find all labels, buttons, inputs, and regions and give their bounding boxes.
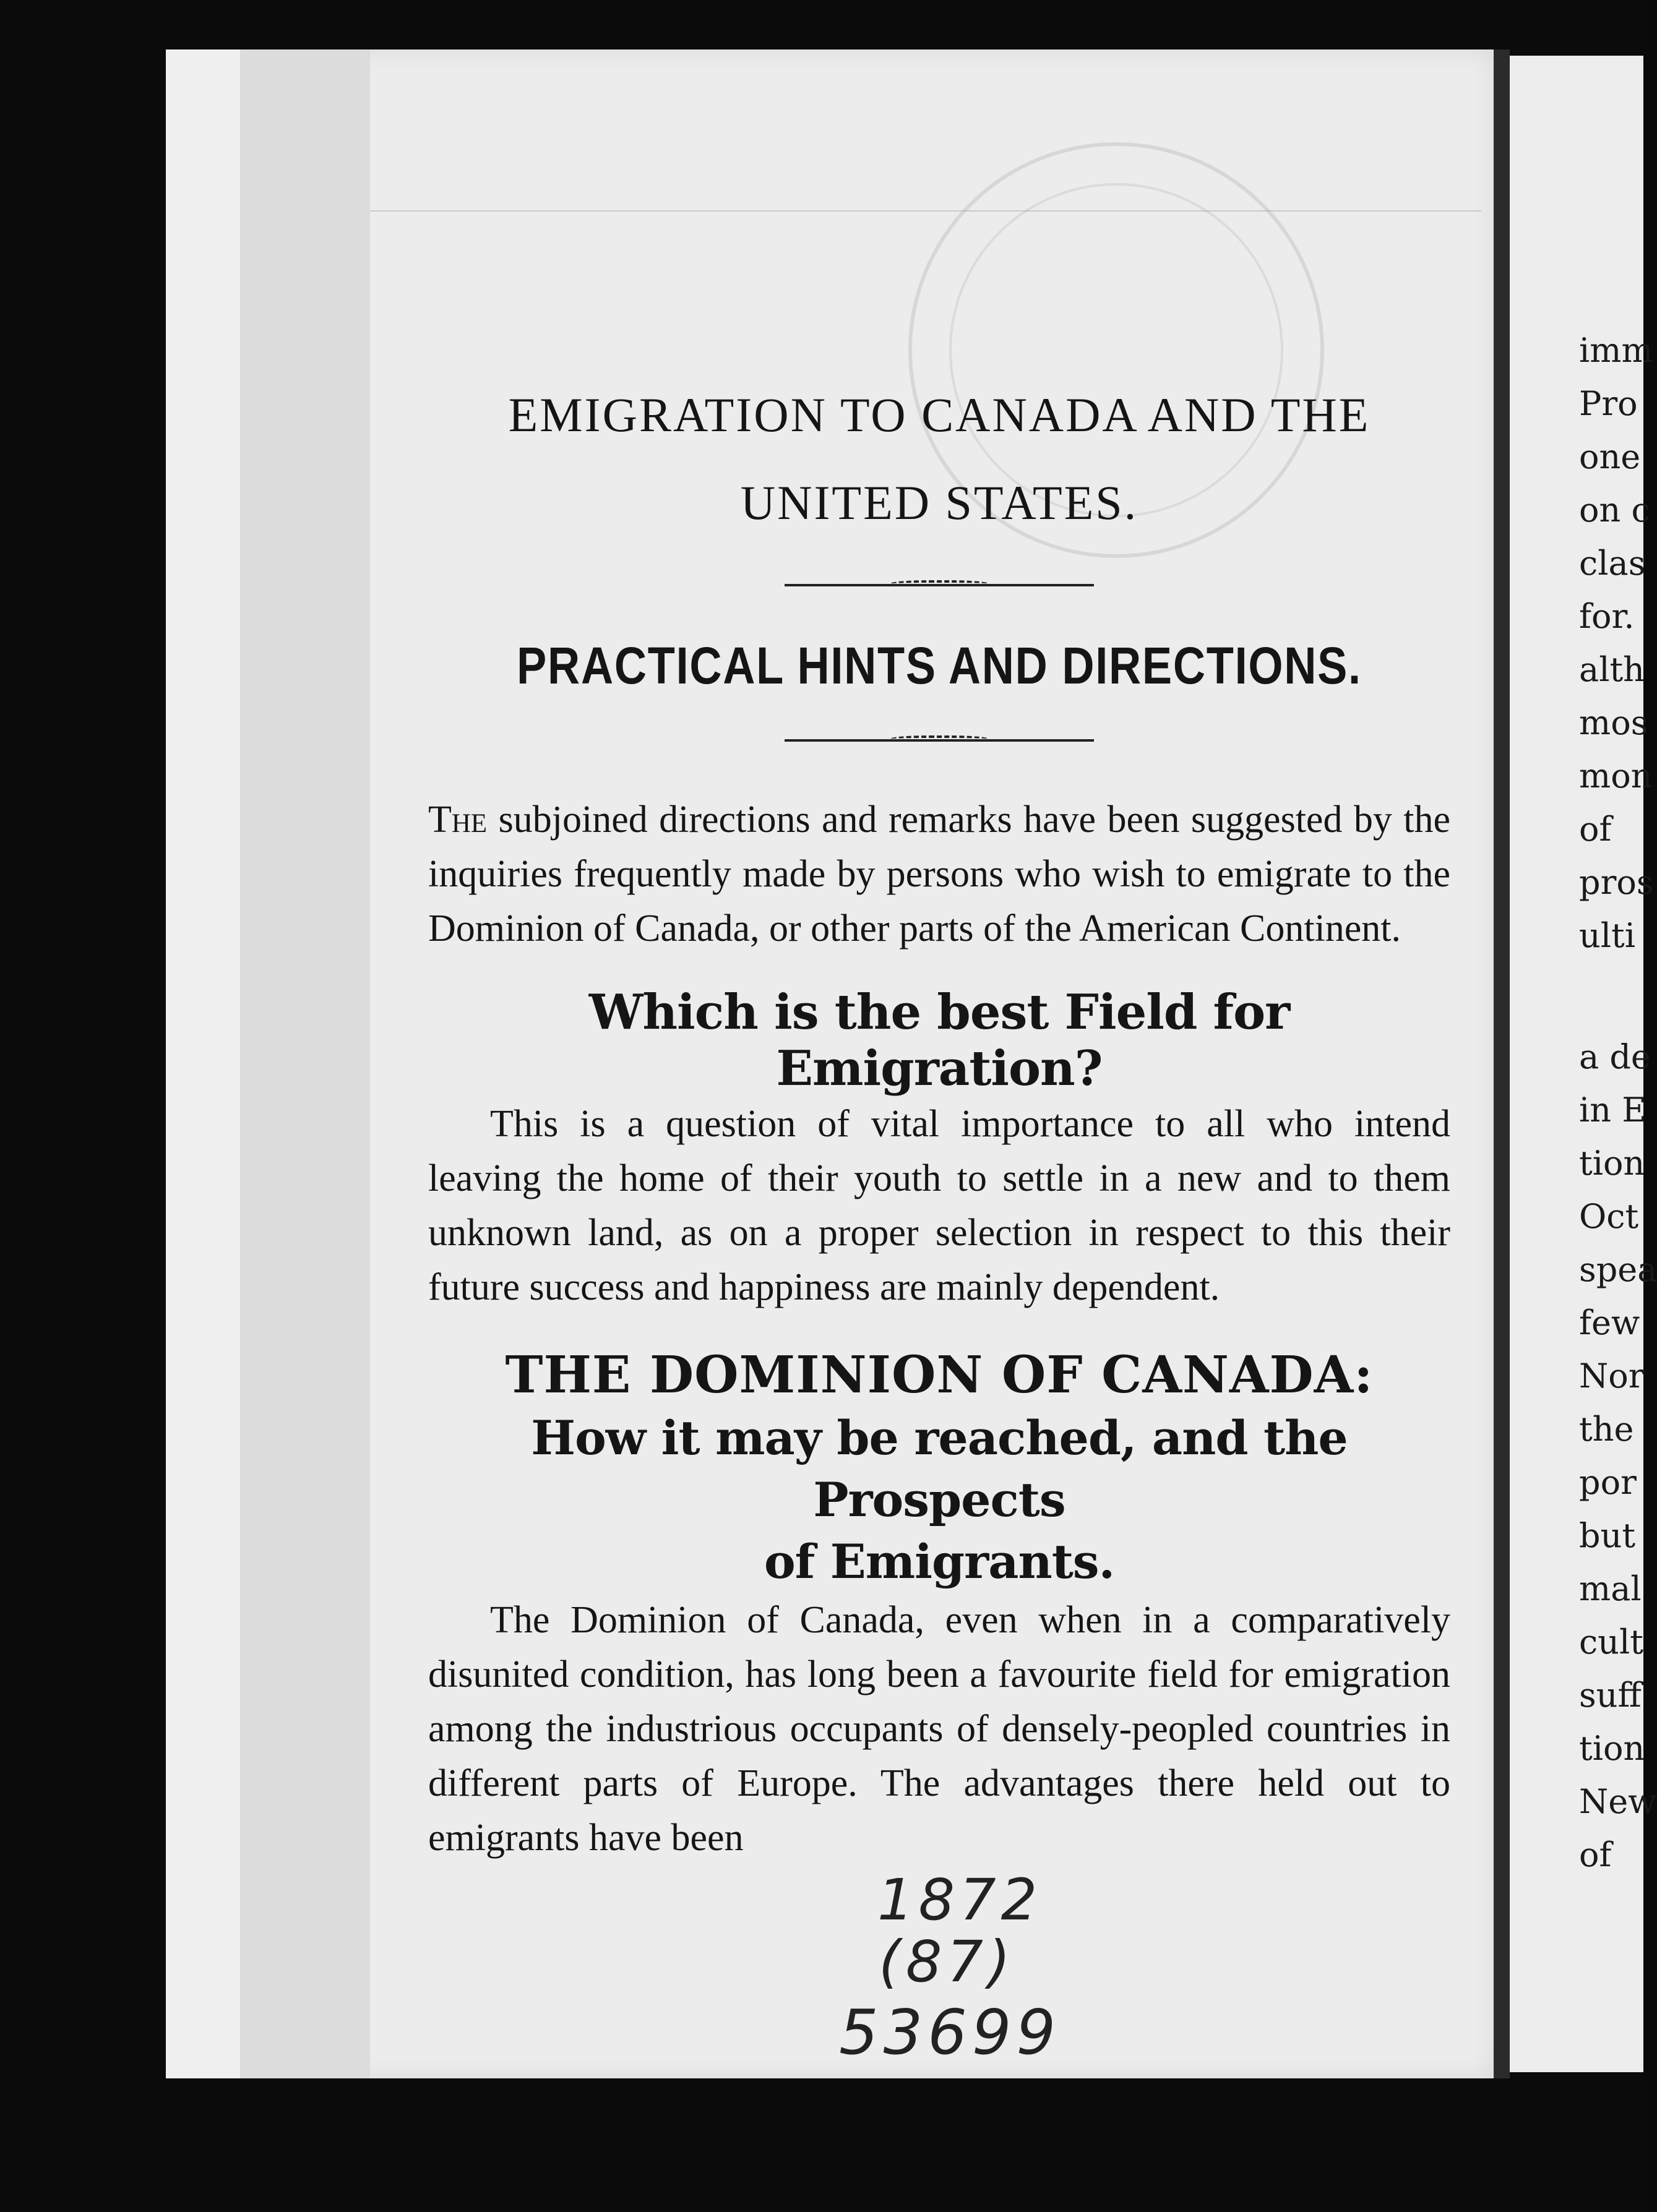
next-page-fragment: por (1579, 1463, 1637, 1502)
intro-text: subjoined directions and remarks have been suggested by the inquiries frequently made by persons who wish to emigrate to the Dominion of Canada, or other parts of the American Continent. (428, 799, 1450, 950)
next-page-fragment: few (1579, 1303, 1640, 1342)
intro-paragraph (428, 792, 1450, 956)
next-page-fragment: Oct (1579, 1197, 1639, 1236)
heading-how-line-2: of Emigrants. (764, 1534, 1115, 1589)
heading-how-line-1: How it may be reached, and the Prospects (531, 1410, 1348, 1527)
next-page-fragment: mon (1579, 757, 1653, 795)
next-page-fragment: suff (1579, 1676, 1642, 1715)
paragraph-dominion: The Dominion of Canada, even when in a comparatively disunited condition, has long been a favourite field for emigration among the industrious occupants of densely-peopled countries in different parts of Europe. The advantages there held out to emigrants have been (428, 1599, 1450, 1859)
next-page-fragment: pros (1579, 863, 1654, 902)
handwritten-code: (87) (879, 1929, 1015, 1995)
book-spine (1494, 49, 1510, 2078)
heading-how-reached (428, 1407, 1450, 1593)
next-page-fragment: cult (1579, 1623, 1643, 1661)
handwritten-number: 53699 (839, 1996, 1061, 2068)
heading-best-field: Which is the best Field for Emigration? (588, 984, 1290, 1097)
page-text (428, 371, 1450, 1865)
title-line-2: UNITED STATES. (740, 476, 1138, 529)
next-page-fragment: for. (1579, 597, 1635, 636)
next-page-fragment: clas (1579, 544, 1646, 583)
next-page-fragment: in E (1579, 1091, 1646, 1130)
next-page-fragment: Nor (1579, 1357, 1645, 1395)
next-page-fragment: tion (1579, 1144, 1645, 1183)
title-line-1: EMIGRATION TO CANADA AND THE (508, 388, 1371, 442)
next-page-fragment: the (1579, 1410, 1634, 1449)
next-page-fragment: Pro (1579, 384, 1638, 423)
next-page-fragment: one (1579, 437, 1641, 476)
next-page-fragment: ulti (1579, 916, 1636, 955)
next-page-fragment: mos (1579, 703, 1648, 742)
intro-first-word: The (428, 799, 488, 841)
next-page-fragment: but (1579, 1516, 1636, 1555)
page-gutter (240, 49, 370, 2078)
document-title (428, 371, 1450, 547)
next-page-fragment: New (1579, 1782, 1657, 1821)
next-page-fragment: alth (1579, 650, 1645, 689)
paragraph-best-field: This is a question of vital importance to all who intend leaving the home of their youth to settle in a new and to them unknown land, as on a proper selection in respect to this their future success and happiness are mainly dependent. (428, 1103, 1450, 1308)
ornamental-divider-2 (785, 739, 1094, 742)
next-page-fragment: of (1579, 1835, 1612, 1874)
next-page-fragment: spea (1579, 1250, 1657, 1289)
handwritten-year: 1872 (877, 1867, 1043, 1933)
ornamental-divider (785, 584, 1094, 586)
next-page-fragment: a de (1579, 1037, 1651, 1076)
next-page-fragment: mal (1579, 1569, 1642, 1608)
heading-dominion: THE DOMINION OF CANADA: (505, 1345, 1374, 1405)
next-page-fragment: on c (1579, 491, 1650, 529)
faint-top-rule (370, 210, 1481, 212)
next-page-sliver (1510, 56, 1657, 2072)
next-page-fragment: imm (1579, 331, 1653, 370)
page-edge-strip (166, 49, 240, 2078)
document-subtitle: PRACTICAL HINTS AND DIRECTIONS. (517, 637, 1362, 695)
next-page-fragment: of (1579, 810, 1612, 849)
next-page-fragment: tion (1579, 1729, 1645, 1768)
